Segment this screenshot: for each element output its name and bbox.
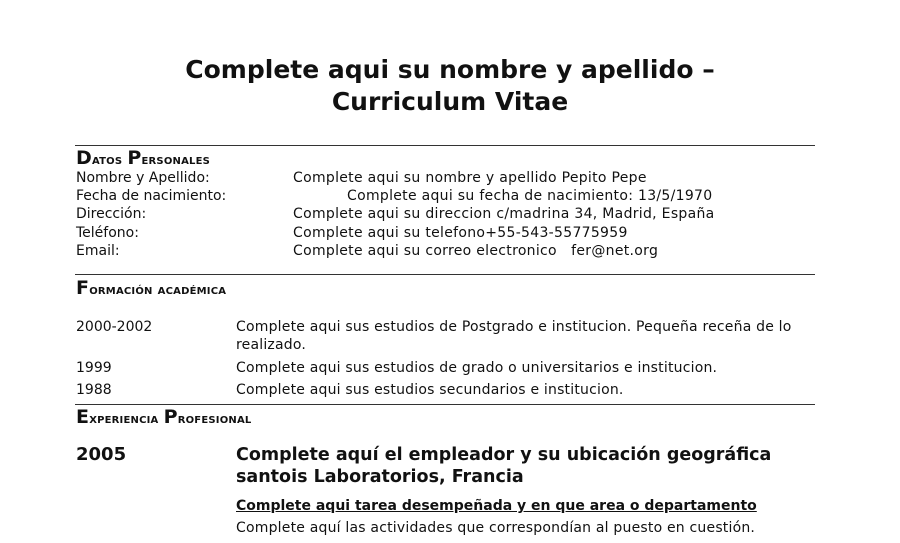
divider-education [75,274,815,275]
experience-employer: Complete aquí el empleador y su ubicación geográfica santois Laboratorios, Francia [236,445,772,487]
personal-value: Complete aqui su nombre y apellido Pepito Pepe [293,170,647,186]
page-title-line2: Curriculum Vitae [331,87,569,116]
personal-row-phone [76,224,796,242]
page-title [0,54,900,118]
personal-label: Teléfono: [76,225,139,241]
personal-row-name [76,169,796,187]
education-text: Complete aqui sus estudios secundarios e institucion. [236,382,624,398]
section-heading-personal: Datos Personales [76,147,211,169]
personal-label: Email: [76,243,120,259]
personal-value: Complete aqui su telefono+55-543-55775959 [293,225,628,241]
education-text: Complete aqui sus estudios de Postgrado e institucion. Pequeña receña de lo realizado. [236,319,792,353]
divider-experience [75,404,815,405]
section-heading-education: Formación académica [76,277,227,299]
personal-value: Complete aqui su correo electronico fer@net.org [293,243,659,259]
education-year: 2000-2002 [76,319,153,335]
personal-row-address [76,205,796,223]
personal-row-email [76,242,796,260]
education-text: Complete aqui sus estudios de grado o universitarios e institucion. [236,360,718,376]
personal-label: Nombre y Apellido: [76,170,210,186]
personal-value: Complete aqui su direccion c/madrina 34, Madrid, España [293,206,715,222]
education-year: 1988 [76,382,112,398]
personal-value: Complete aqui su fecha de nacimiento: 13/5/1970 [347,188,713,204]
personal-label: Dirección: [76,206,147,222]
experience-year: 2005 [76,444,127,465]
education-year: 1999 [76,360,112,376]
experience-task: Complete aqui tarea desempeñada y en que area o departamento [236,498,757,514]
page-title-line1: Complete aqui su nombre y apellido – [185,55,715,84]
section-heading-experience: Experiencia Profesional [76,406,252,428]
personal-label: Fecha de nacimiento: [76,188,227,204]
personal-row-birthdate [76,187,796,205]
divider-personal [75,145,815,146]
experience-activities: Complete aquí las actividades que correspondían al puesto en cuestión. [236,520,756,536]
